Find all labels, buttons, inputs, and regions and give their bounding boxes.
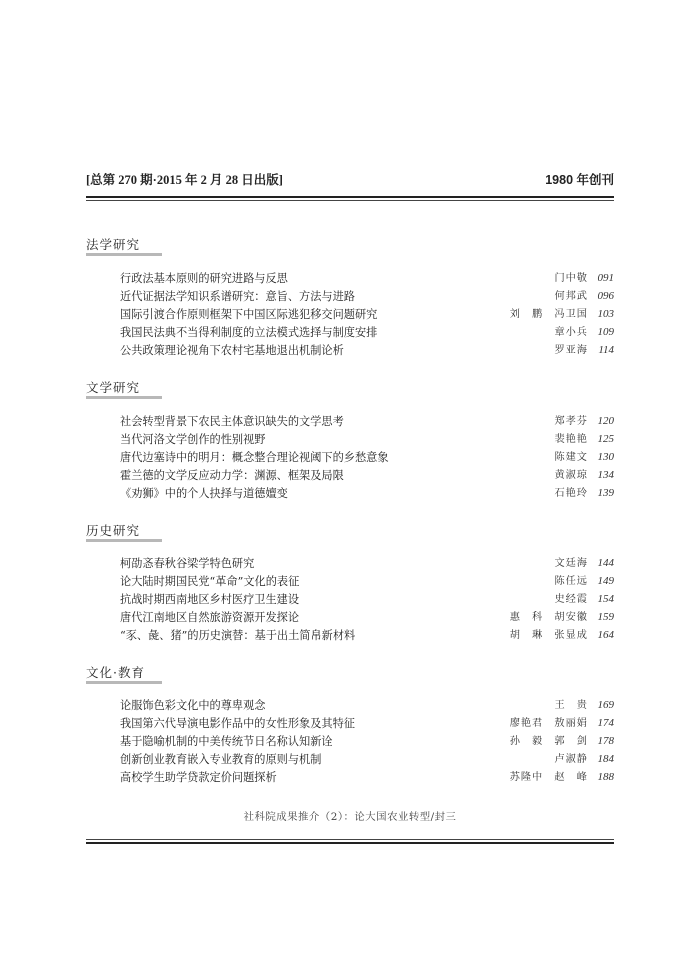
toc-entry[interactable]	[120, 627, 614, 644]
toc-entry[interactable]	[120, 288, 614, 305]
toc-entry[interactable]	[120, 591, 614, 608]
entry-page: 178	[597, 735, 614, 747]
entry-page: 103	[597, 308, 614, 320]
toc-entry[interactable]	[120, 342, 614, 359]
entry-title: 唐代边塞诗中的明月：概念整合理论视阈下的乡愁意象	[120, 451, 389, 464]
entry-page: 125	[597, 433, 614, 445]
entry-authors: 门中敬	[554, 273, 588, 284]
entry-authors: 孙 毅 郭 剑	[509, 736, 588, 747]
entry-authors: 何邦武	[554, 291, 588, 302]
entry-authors: 陈建文	[554, 452, 588, 463]
entry-page: 174	[597, 717, 614, 729]
entry-title: 我国第六代导演电影作品中的女性形象及其特征	[120, 717, 355, 730]
entry-title: 创新创业教育嵌入专业教育的原则与机制	[120, 753, 322, 766]
toc-entry[interactable]	[120, 715, 614, 732]
toc-entry[interactable]	[120, 555, 614, 572]
toc-entry[interactable]	[120, 306, 614, 323]
entry-page: 184	[597, 753, 614, 765]
toc-entry[interactable]	[120, 751, 614, 768]
toc-entry[interactable]	[120, 609, 614, 626]
entry-title: 我国民法典不当得利制度的立法模式选择与制度安排	[120, 326, 378, 339]
journal-header	[86, 170, 614, 188]
entry-authors: 文廷海	[554, 558, 588, 569]
entry-page: 159	[597, 611, 614, 623]
footer-note: 社科院成果推介（2）：论大国农业转型/封三	[243, 811, 457, 823]
toc-entry[interactable]	[120, 485, 614, 502]
toc-entry[interactable]	[120, 270, 614, 287]
entry-title: “豕、彘、猪”的历史演替：基于出土简帛新材料	[120, 629, 356, 642]
entry-authors: 史经霞	[554, 594, 588, 605]
header-rule-thin	[86, 200, 614, 201]
entry-authors: 苏隆中 赵 峰	[509, 772, 588, 783]
toc-entry[interactable]	[120, 467, 614, 484]
entry-page: 096	[597, 290, 614, 302]
section-underline	[86, 681, 162, 684]
entry-title: 基于隐喻机制的中美传统节日名称认知新诠	[120, 735, 333, 748]
entry-title: 论大陆时期国民党“革命”文化的表征	[120, 575, 300, 588]
toc-entry[interactable]	[120, 449, 614, 466]
header-rule-thick	[86, 196, 614, 198]
toc-entry[interactable]	[120, 769, 614, 786]
entry-title: 当代河洛文学创作的性别视野	[120, 433, 266, 446]
toc-entry[interactable]	[120, 573, 614, 590]
entry-page: 144	[597, 557, 614, 569]
section-title-law: 法学研究	[86, 237, 141, 252]
entry-authors: 惠 科 胡安徽	[509, 612, 588, 623]
toc-entry[interactable]	[120, 733, 614, 750]
entry-authors: 郑孝芬	[554, 416, 588, 427]
section-title-culture-education: 文化·教育	[86, 665, 145, 680]
entry-title: 近代证据法学知识系谱研究：意旨、方法与进路	[120, 290, 355, 303]
entry-page: 134	[597, 469, 614, 481]
entry-title: 《劝狮》中的个人抉择与道德嬗变	[120, 487, 288, 500]
founded-year: 1980 年创刊	[545, 173, 614, 187]
section-title-literature: 文学研究	[86, 380, 141, 395]
entry-authors: 罗亚海	[554, 345, 588, 356]
entry-page: 120	[597, 415, 614, 427]
entry-authors: 裴艳艳	[554, 434, 588, 445]
entry-authors: 黄淑琼	[554, 470, 588, 481]
toc-entry[interactable]	[120, 324, 614, 341]
section-underline	[86, 253, 162, 256]
entry-page: 169	[597, 699, 614, 711]
toc-entry[interactable]	[120, 413, 614, 430]
entry-page: 164	[597, 629, 614, 641]
entry-page: 154	[597, 593, 614, 605]
entry-page: 114	[598, 344, 614, 356]
entry-authors: 陈任远	[554, 576, 588, 587]
footer-rule-thin	[86, 839, 614, 840]
entry-authors: 石艳玲	[554, 488, 588, 499]
entry-page: 091	[597, 272, 614, 284]
entry-title: 论服饰色彩文化中的尊卑观念	[120, 699, 266, 712]
entry-authors: 王 贵	[554, 700, 588, 711]
entry-authors: 卢淑静	[554, 754, 588, 765]
entry-title: 抗战时期西南地区乡村医疗卫生建设	[120, 593, 300, 606]
entry-page: 149	[597, 575, 614, 587]
entry-title: 国际引渡合作原则框架下中国区际逃犯移交问题研究	[120, 308, 378, 321]
entry-page: 188	[597, 771, 614, 783]
footer-rule-thick	[86, 842, 614, 844]
entry-authors: 胡 琳 张显成	[509, 630, 588, 641]
entry-page: 109	[597, 326, 614, 338]
entry-page: 139	[597, 487, 614, 499]
toc-entry[interactable]	[120, 431, 614, 448]
entry-title: 公共政策理论视角下农村宅基地退出机制论析	[120, 344, 344, 357]
section-underline	[86, 539, 162, 542]
entry-authors: 廖艳君 敖丽娟	[509, 718, 588, 729]
section-title-history: 历史研究	[86, 523, 141, 538]
issue-info: [总第 270 期·2015 年 2 月 28 日出版]	[86, 173, 283, 187]
entry-authors: 刘 鹏 冯卫国	[509, 309, 588, 320]
entry-authors: 章小兵	[554, 327, 588, 338]
entry-title: 柯劭忞春秋谷梁学特色研究	[120, 557, 255, 570]
entry-title: 社会转型背景下农民主体意识缺失的文学思考	[120, 415, 344, 428]
entry-title: 行政法基本原则的研究进路与反思	[120, 272, 288, 285]
toc-entry[interactable]	[120, 697, 614, 714]
section-underline	[86, 396, 162, 399]
entry-title: 唐代江南地区自然旅游资源开发探论	[120, 611, 300, 624]
entry-title: 霍兰德的文学反应动力学：渊源、框架及局限	[120, 469, 344, 482]
entry-title: 高校学生助学贷款定价问题探析	[120, 771, 277, 784]
entry-page: 130	[597, 451, 614, 463]
